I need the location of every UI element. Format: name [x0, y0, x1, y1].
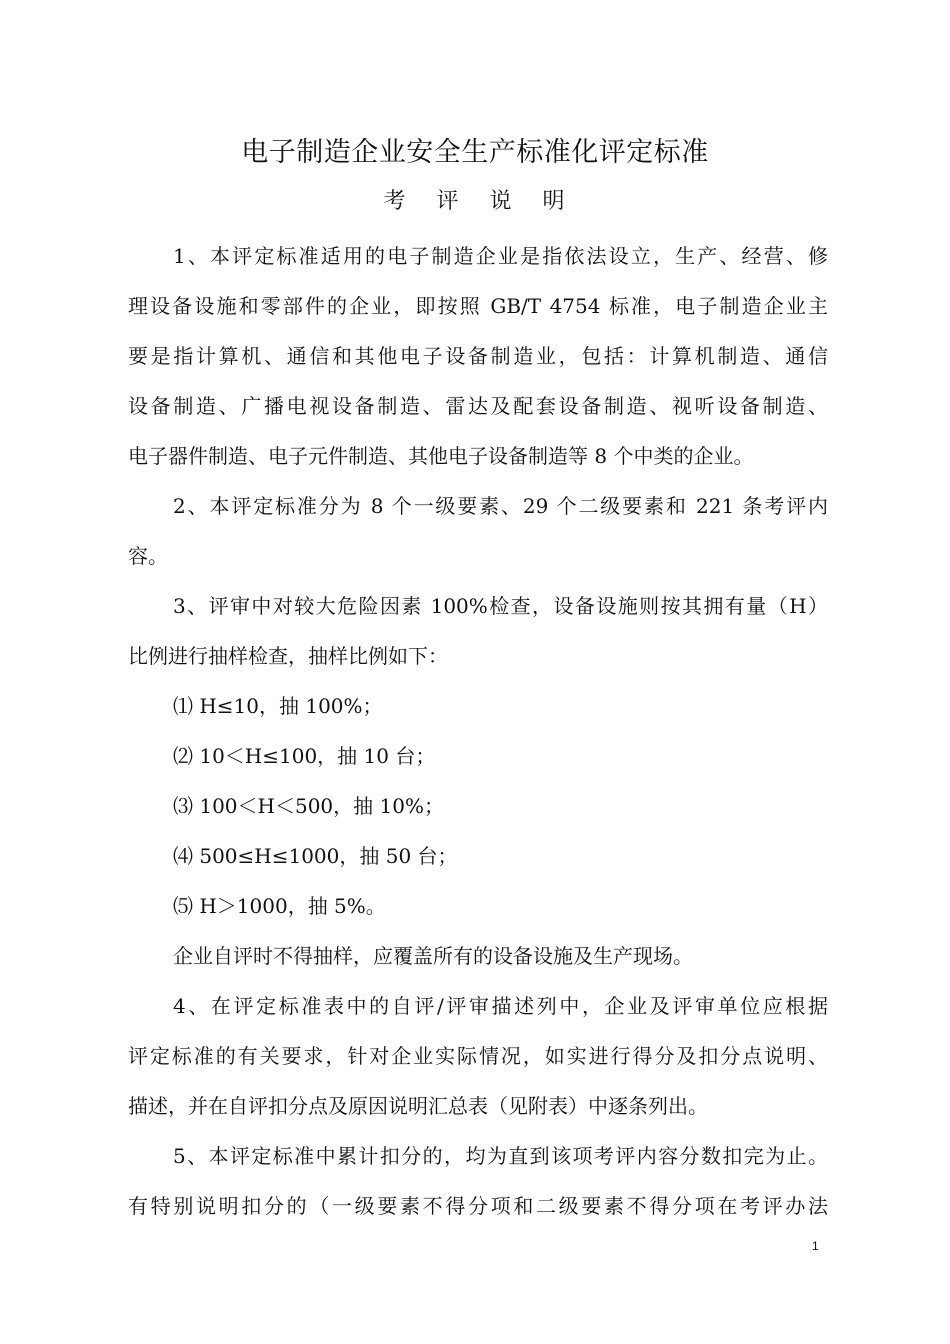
self-evaluation-note: 企业自评时不得抽样，应覆盖所有的设备设施及生产现场。	[173, 944, 693, 968]
paragraph-4-line-1: 4、在评定标准表中的自评/评审描述列中，企业及评审单位应根据	[173, 994, 828, 1018]
paragraph-2-line-1: 2、本评定标准分为 8 个一级要素、29 个二级要素和 221 条考评内	[173, 494, 828, 518]
paragraph-3-line-1: 3、评审中对较大危险因素 100%检查，设备设施则按其拥有量（H）	[173, 594, 828, 618]
page-number: 1	[812, 1239, 819, 1253]
paragraph-5-line-2: 有特别说明扣分的（一级要素不得分项和二级要素不得分项在考评办法	[128, 1194, 828, 1218]
sampling-item-2: ⑵ 10＜H≤100，抽 10 台；	[173, 744, 436, 768]
document-subtitle: 考 评 说 明	[383, 189, 577, 214]
paragraph-4-line-2: 评定标准的有关要求，针对企业实际情况，如实进行得分及扣分点说明、	[128, 1044, 828, 1068]
paragraph-2-line-2: 容。	[128, 544, 168, 568]
paragraph-3-line-2: 比例进行抽样检查，抽样比例如下：	[128, 644, 448, 668]
sampling-item-1: ⑴ H≤10，抽 100%；	[173, 694, 383, 718]
sampling-item-4: ⑷ 500≤H≤1000，抽 50 台；	[173, 844, 458, 868]
paragraph-1-line-2: 理设备设施和零部件的企业，即按照 GB/T 4754 标准，电子制造企业主	[128, 294, 828, 318]
sampling-item-3: ⑶ 100＜H＜500，抽 10%；	[173, 794, 444, 818]
document-title: 电子制造企业安全生产标准化评定标准	[241, 137, 709, 168]
paragraph-5-line-1: 5、本评定标准中累计扣分的，均为直到该项考评内容分数扣完为止。	[173, 1144, 828, 1168]
sampling-item-5: ⑸ H＞1000，抽 5%。	[173, 894, 386, 918]
paragraph-1-line-3: 要是指计算机、通信和其他电子设备制造业，包括：计算机制造、通信	[128, 344, 828, 368]
paragraph-4-line-3: 描述，并在自评扣分点及原因说明汇总表（见附表）中逐条列出。	[128, 1094, 708, 1118]
paragraph-1-line-4: 设备制造、广播电视设备制造、雷达及配套设备制造、视听设备制造、	[128, 394, 828, 418]
paragraph-1-line-5: 电子器件制造、电子元件制造、其他电子设备制造等 8 个中类的企业。	[128, 444, 754, 468]
paragraph-1-line-1: 1、本评定标准适用的电子制造企业是指依法设立，生产、经营、修	[173, 244, 828, 268]
